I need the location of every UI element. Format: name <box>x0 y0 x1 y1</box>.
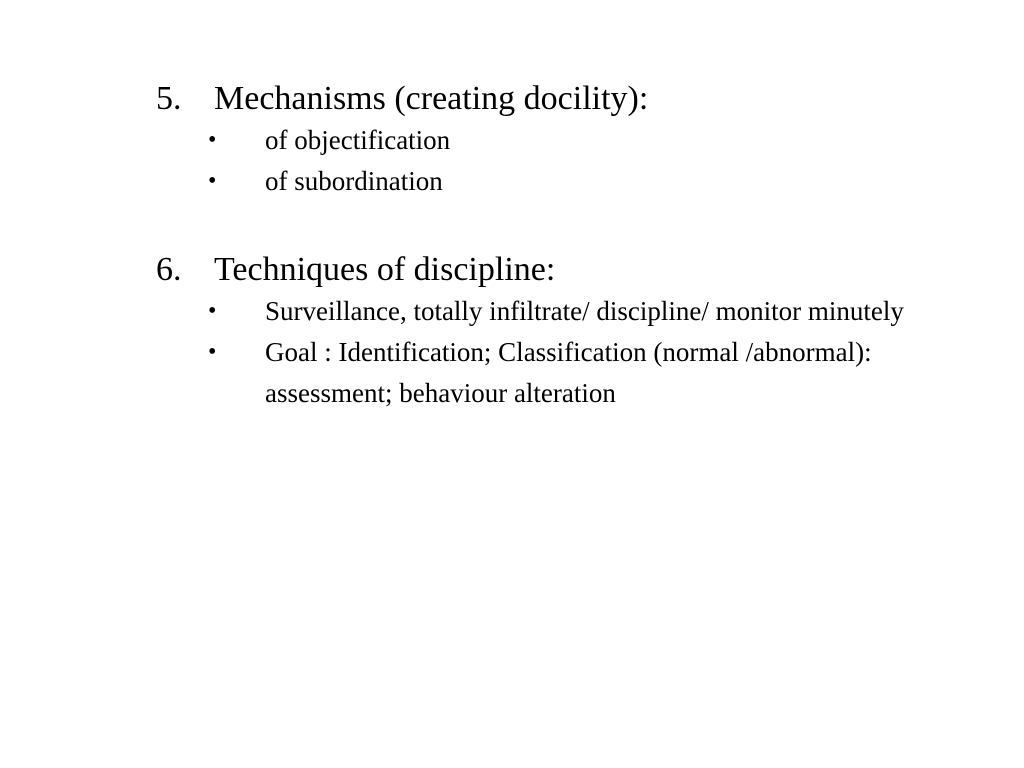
section-number: 5. <box>156 80 182 117</box>
bullet-item-goal <box>208 332 956 414</box>
bullet-item-objectification <box>208 120 956 161</box>
section-heading <box>156 249 956 291</box>
section-title: Mechanisms (creating docility): <box>214 80 649 117</box>
bullet-text: of objectification <box>265 125 451 155</box>
bullet-text: Goal : Identification; Classification (normal /abnormal): assessment; behaviour alteration <box>265 337 872 408</box>
section-mechanisms <box>156 78 956 202</box>
bullet-icon: • <box>208 168 217 194</box>
bullet-icon: • <box>208 127 217 153</box>
bullet-icon: • <box>208 298 217 324</box>
bullet-item-subordination <box>208 161 956 202</box>
section-heading <box>156 78 956 120</box>
section-techniques <box>156 249 956 414</box>
bullet-item-surveillance <box>208 291 956 332</box>
bullet-list <box>156 291 956 414</box>
section-number: 6. <box>156 251 182 288</box>
bullet-icon: • <box>208 339 217 365</box>
bullet-text: Surveillance, totally infiltrate/ discipline/ monitor minutely <box>265 296 904 326</box>
section-title: Techniques of discipline: <box>214 251 556 288</box>
bullet-list <box>156 120 956 202</box>
bullet-text: of subordination <box>265 166 443 196</box>
